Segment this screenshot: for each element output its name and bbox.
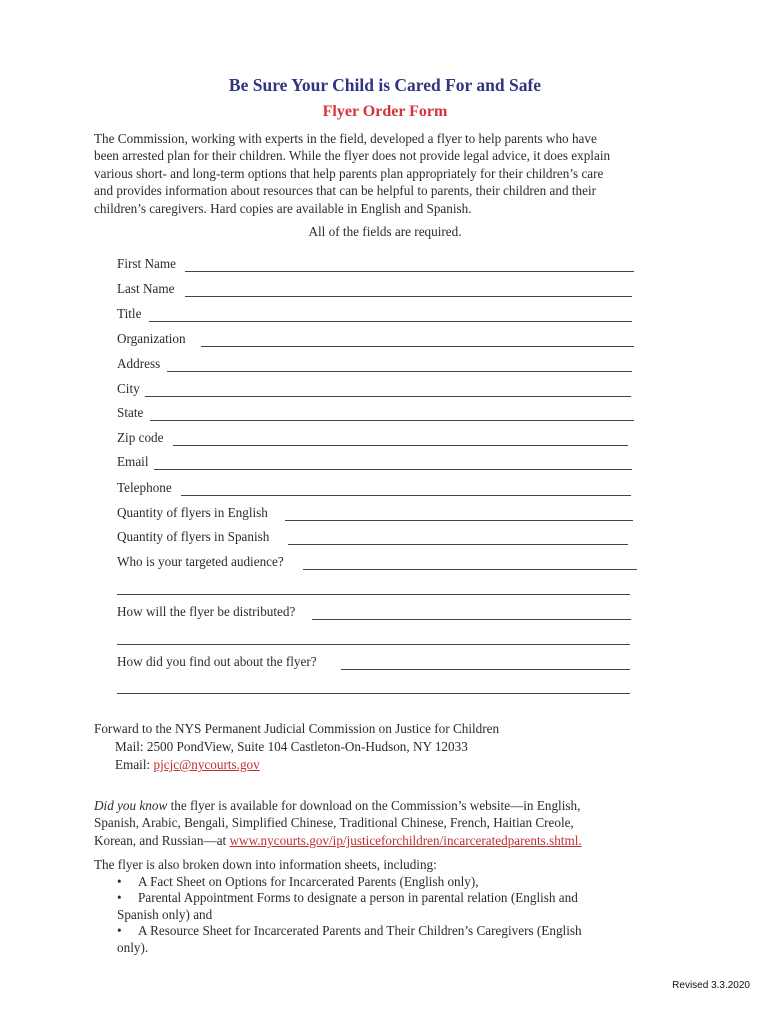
first-name-field[interactable] bbox=[117, 255, 634, 275]
qty-spanish-label: Quantity of flyers in Spanish bbox=[117, 529, 270, 544]
organization-line[interactable] bbox=[201, 346, 634, 347]
last-name-label: Last Name bbox=[117, 281, 175, 296]
telephone-label: Telephone bbox=[117, 480, 172, 495]
qty-english-line[interactable] bbox=[285, 520, 633, 521]
zip-line[interactable] bbox=[173, 445, 628, 446]
address-field[interactable] bbox=[117, 355, 634, 375]
list-item-text: A Resource Sheet for Incarcerated Parents and Their Children’s Caregivers (English bbox=[138, 923, 582, 939]
did-you-know-lead: Did you know bbox=[94, 798, 168, 813]
state-label: State bbox=[117, 405, 144, 420]
qty-english-label: Quantity of flyers in English bbox=[117, 505, 268, 520]
bullet-icon: • bbox=[117, 890, 122, 906]
city-label: City bbox=[117, 381, 140, 396]
qty-spanish-line[interactable] bbox=[288, 544, 628, 545]
zip-label: Zip code bbox=[117, 430, 164, 445]
intro-line: been arrested plan for their children. While the flyer does not provide legal advice, it does explain bbox=[94, 148, 611, 164]
audience-line[interactable] bbox=[303, 569, 637, 570]
email-line-row bbox=[94, 756, 499, 774]
audience-continuation-line[interactable] bbox=[117, 594, 630, 595]
email-line[interactable] bbox=[154, 469, 632, 470]
qty-english-field[interactable] bbox=[117, 504, 634, 524]
found-out-label: How did you find out about the flyer? bbox=[117, 654, 317, 669]
intro-line: various short- and long-term options that help parents plan appropriately for their children’s care bbox=[94, 165, 604, 181]
title-line[interactable] bbox=[149, 321, 632, 322]
form-subtitle: Flyer Order Form bbox=[322, 103, 448, 120]
page-title: Be Sure Your Child is Cared For and Safe bbox=[228, 75, 542, 95]
intro-line: children’s caregivers. Hard copies are available in English and Spanish. bbox=[94, 200, 472, 216]
zip-field[interactable] bbox=[117, 429, 634, 449]
city-field[interactable] bbox=[117, 380, 634, 400]
qty-spanish-field[interactable] bbox=[117, 528, 634, 548]
mail-address: Mail: 2500 PondView, Suite 104 Castleton-On-Hudson, NY 12033 bbox=[115, 739, 468, 754]
last-name-field[interactable] bbox=[117, 280, 634, 300]
audience-label: Who is your targeted audience? bbox=[117, 554, 284, 569]
last-name-line[interactable] bbox=[185, 296, 632, 297]
address-line[interactable] bbox=[167, 371, 632, 372]
list-item-text: Parental Appointment Forms to designate a person in parental relation (English and bbox=[138, 890, 578, 906]
distribution-line[interactable] bbox=[312, 619, 631, 620]
first-name-label: First Name bbox=[117, 256, 176, 271]
state-line[interactable] bbox=[150, 420, 634, 421]
list-item-continuation: Spanish only) and bbox=[117, 906, 213, 922]
forward-heading: Forward to the NYS Permanent Judicial Commission on Justice for Children bbox=[94, 721, 500, 736]
found-out-line[interactable] bbox=[341, 669, 630, 670]
intro-line: The Commission, working with experts in the field, developed a flyer to help parents who have bbox=[94, 131, 597, 146]
organization-label: Organization bbox=[117, 331, 186, 346]
info-sheets-intro: The flyer is also broken down into information sheets, including: bbox=[94, 857, 437, 872]
distribution-field[interactable] bbox=[117, 603, 634, 623]
email-prefix: Email: bbox=[115, 757, 151, 772]
required-note: All of the fields are required. bbox=[308, 224, 462, 239]
did-you-know-text-2: Spanish, Arabic, Bengali, Simplified Chinese, Traditional Chinese, French, Haitian Creole, bbox=[94, 815, 574, 831]
title-label: Title bbox=[117, 306, 142, 321]
distribution-label: How will the flyer be distributed? bbox=[117, 604, 296, 619]
revision-date: Revised 3.3.2020 bbox=[672, 980, 750, 991]
list-item bbox=[94, 890, 674, 907]
address-label: Address bbox=[117, 356, 161, 371]
email-label: Email bbox=[117, 454, 149, 469]
title-field[interactable] bbox=[117, 305, 634, 325]
email-link[interactable]: pjcjc@nycourts.gov bbox=[153, 757, 260, 772]
intro-line: and provides information about resources that can be helpful to parents, their children and their bbox=[94, 183, 597, 199]
organization-field[interactable] bbox=[117, 330, 634, 350]
did-you-know-line-1 bbox=[94, 797, 694, 814]
list-item bbox=[94, 923, 674, 940]
audience-field[interactable] bbox=[117, 553, 638, 573]
list-item-continuation: only). bbox=[117, 939, 149, 955]
did-you-know-line-3 bbox=[94, 832, 694, 849]
info-sheets-section bbox=[94, 857, 674, 957]
distribution-continuation-line[interactable] bbox=[117, 644, 630, 645]
email-field[interactable] bbox=[117, 453, 634, 473]
did-you-know-text-3: Korean, and Russian—at bbox=[94, 832, 230, 848]
intro-paragraph bbox=[94, 130, 684, 217]
found-out-continuation-line[interactable] bbox=[117, 693, 630, 694]
bullet-icon: • bbox=[117, 923, 122, 939]
did-you-know-paragraph bbox=[94, 797, 694, 849]
city-line[interactable] bbox=[145, 396, 631, 397]
state-field[interactable] bbox=[117, 404, 634, 424]
list-item bbox=[94, 874, 674, 891]
telephone-field[interactable] bbox=[117, 479, 634, 499]
forward-section bbox=[94, 720, 499, 774]
bullet-icon: • bbox=[117, 873, 122, 889]
first-name-line[interactable] bbox=[185, 271, 634, 272]
found-out-field[interactable] bbox=[117, 653, 634, 673]
website-link[interactable]: www.nycourts.gov/ip/justiceforchildren/incarceratedparents.shtml. bbox=[229, 832, 582, 848]
telephone-line[interactable] bbox=[181, 495, 631, 496]
list-item-text: A Fact Sheet on Options for Incarcerated Parents (English only), bbox=[138, 873, 479, 889]
did-you-know-text-1: the flyer is available for download on the Commission’s website—in English, bbox=[167, 798, 581, 813]
